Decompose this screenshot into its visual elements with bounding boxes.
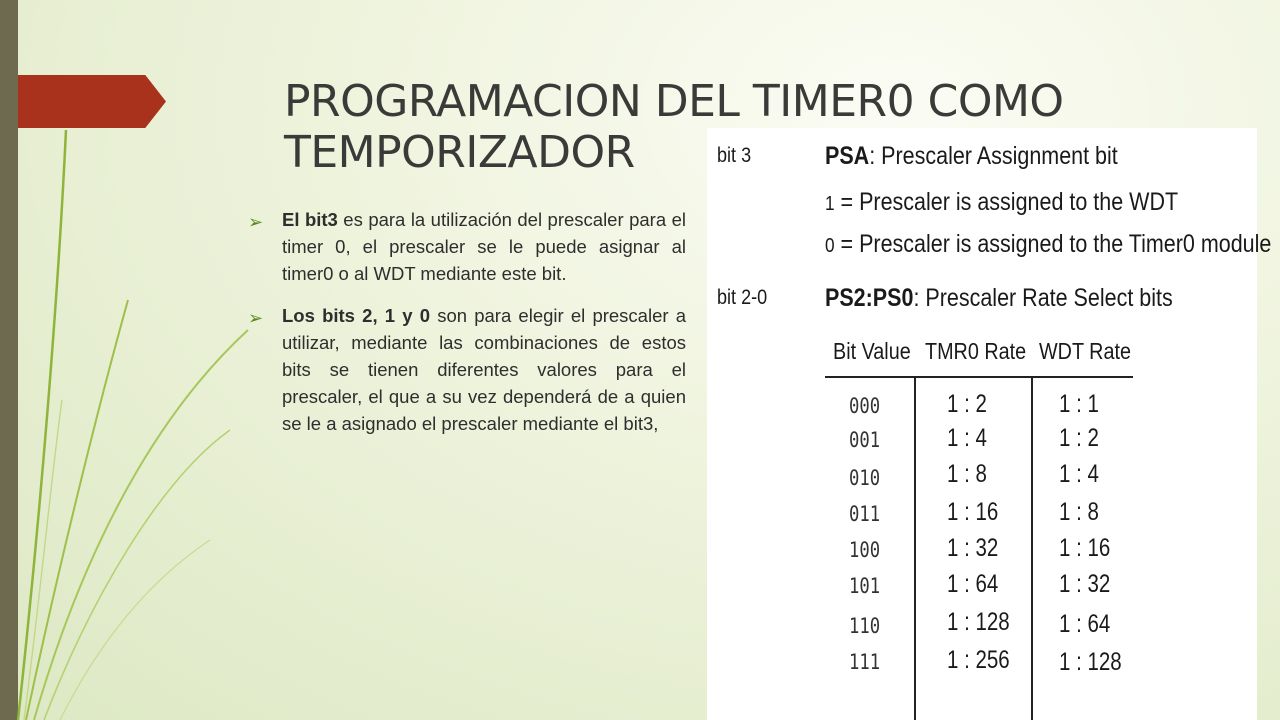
- table-column-divider: [1031, 376, 1033, 720]
- bit3-label: bit 3: [717, 144, 752, 167]
- psa-bold: PSA: [825, 142, 870, 170]
- psa-option-0-text: = Prescaler is assigned to the Timer0 module: [834, 230, 1272, 258]
- psa-option-0-num: 0: [825, 235, 835, 257]
- title-accent-arrow: [18, 75, 166, 128]
- table-cell-tmr0: 1 : 256: [947, 646, 1010, 674]
- ps-heading: [825, 284, 1173, 313]
- bullet-text: son para elegir el prescaler a utilizar, mediante las combinaciones de estos bits se tienen diferentes valores para el prescaler, el que a su vez dependerá de a quien se le a asignado el prescaler mediante el bit3,: [282, 305, 687, 434]
- bullet-bold: El bit3: [282, 209, 338, 230]
- table-cell-tmr0: 1 : 32: [947, 534, 999, 562]
- table-cell-bits: 010: [849, 466, 881, 490]
- table-cell-bits: 110: [849, 614, 881, 638]
- slide-title-line2: TEMPORIZADOR: [284, 127, 635, 178]
- table-cell-tmr0: 1 : 4: [947, 424, 987, 452]
- psa-option-1-num: 1: [825, 193, 835, 215]
- table-cell-tmr0: 1 : 2: [947, 390, 987, 418]
- table-header-tmr0-rate: TMR0 Rate: [925, 338, 1027, 364]
- table-cell-wdt: 1 : 16: [1059, 534, 1111, 562]
- table-cell-tmr0: 1 : 16: [947, 498, 999, 526]
- psa-option-0: [825, 230, 1271, 259]
- bullet-item-bits210: [248, 302, 686, 437]
- table-cell-bits: 000: [849, 394, 881, 418]
- arrow-bullet-icon: ➢: [248, 308, 264, 329]
- psa-option-1-text: = Prescaler is assigned to the WDT: [834, 188, 1179, 216]
- psa-desc: : Prescaler Assignment bit: [869, 142, 1118, 170]
- table-cell-tmr0: 1 : 128: [947, 608, 1010, 636]
- table-header-bit-value: Bit Value: [833, 338, 911, 364]
- table-cell-bits: 011: [849, 502, 881, 526]
- bullet-item-bit3: [248, 206, 686, 287]
- table-column-divider: [914, 376, 916, 720]
- ps-desc: : Prescaler Rate Select bits: [913, 284, 1173, 312]
- psa-option-1: [825, 188, 1178, 217]
- ps-bold: PS2:PS0: [825, 284, 914, 312]
- bullet-text: es para la utilización del prescaler para el timer 0, el prescaler se le puede asignar al timer0 o al WDT mediante este bit.: [282, 209, 686, 284]
- table-cell-wdt: 1 : 128: [1059, 648, 1122, 676]
- table-cell-bits: 101: [849, 574, 881, 598]
- table-cell-wdt: 1 : 32: [1059, 570, 1111, 598]
- bullet-list: [248, 206, 686, 452]
- table-cell-tmr0: 1 : 64: [947, 570, 999, 598]
- table-cell-wdt: 1 : 8: [1059, 498, 1099, 526]
- table-header-wdt-rate: WDT Rate: [1039, 338, 1131, 364]
- table-cell-wdt: 1 : 2: [1059, 424, 1099, 452]
- table-header-rule: [825, 376, 1133, 378]
- slide-title-line1: PROGRAMACION DEL TIMER0 COMO: [284, 76, 1064, 127]
- table-cell-bits: 001: [849, 428, 881, 452]
- register-bits-image: [707, 128, 1272, 720]
- table-cell-bits: 111: [849, 650, 881, 674]
- psa-heading: [825, 142, 1118, 171]
- arrow-bullet-icon: ➢: [248, 212, 264, 233]
- table-cell-wdt: 1 : 4: [1059, 460, 1099, 488]
- table-cell-wdt: 1 : 64: [1059, 610, 1111, 638]
- bit20-label: bit 2-0: [717, 286, 768, 309]
- left-accent-bar: [0, 0, 18, 720]
- bullet-bold: Los bits 2, 1 y 0: [282, 305, 431, 326]
- table-cell-tmr0: 1 : 8: [947, 460, 987, 488]
- table-cell-bits: 100: [849, 538, 881, 562]
- table-cell-wdt: 1 : 1: [1059, 390, 1099, 418]
